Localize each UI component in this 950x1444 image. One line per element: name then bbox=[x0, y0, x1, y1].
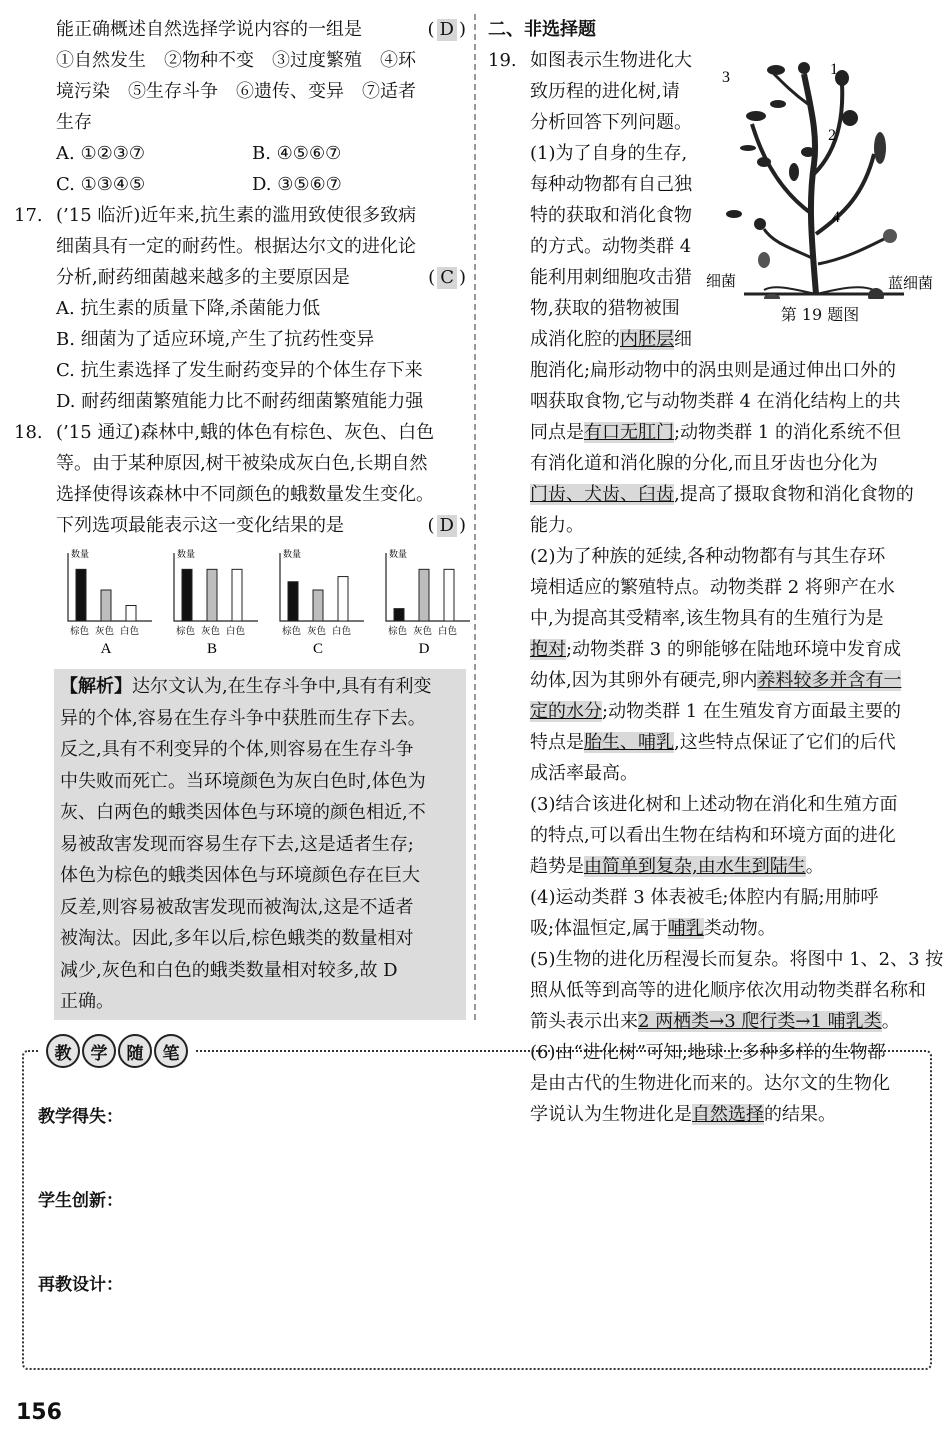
q19-p5-line: 照从低等到高等的进化顺序依次用动物类群名称和 bbox=[530, 980, 926, 1001]
analysis-line: 易被敌害发现而容易生存下去,这是适者生存; bbox=[60, 833, 414, 855]
question-18 bbox=[14, 417, 466, 1020]
bar bbox=[419, 569, 429, 621]
figure-number-3: 3 bbox=[722, 69, 730, 86]
chart-option-label: B bbox=[206, 641, 218, 657]
q17-stem-line: 17. (’15 临沂)近年来,抗生素的滥用致使很多致病 bbox=[14, 200, 466, 231]
notes-title-char: 笔 bbox=[154, 1034, 188, 1068]
question-number: 18. bbox=[14, 422, 43, 443]
category-label: 灰色 bbox=[201, 626, 221, 637]
q19-p4-line: 吸;体温恒定,属于哺乳类动物。 bbox=[530, 918, 776, 939]
q19-p6-line: (6)由“进化树”可知,地球上多种多样的生物都 bbox=[530, 1042, 886, 1063]
analysis-line: 异的个体,容易在生存斗争中获胜而生存下去。 bbox=[60, 707, 426, 729]
q19-p1-line: 的方式。动物类群 4 bbox=[530, 236, 692, 257]
q19-p4-line: (4)运动类群 3 体表被毛;体腔内有膈;用肺呼 bbox=[530, 887, 879, 908]
option-a: A. ①②③⑦ bbox=[56, 143, 145, 164]
category-label: 白色 bbox=[438, 626, 458, 637]
chart-svg bbox=[268, 545, 368, 663]
notes-title-char: 随 bbox=[118, 1034, 152, 1068]
q19-p5-line: (5)生物的进化历程漫长而复杂。将图中 1、2、3 按 bbox=[530, 949, 944, 970]
option-b: B. ④⑤⑥⑦ bbox=[252, 143, 342, 164]
category-label: 棕色 bbox=[70, 626, 90, 637]
answer-fill: 自然选择 bbox=[692, 1104, 764, 1125]
analysis-line: 反之,具有不利变异的个体,则容易在生存斗争 bbox=[60, 739, 414, 760]
category-label: 灰色 bbox=[307, 626, 327, 637]
answer-fill: 养料较多并含有一 bbox=[757, 670, 902, 691]
answer-fill: 由简单到复杂,由水生到陆生 bbox=[584, 856, 806, 877]
bar bbox=[338, 577, 348, 621]
answer-fill: 胎生、哺乳 bbox=[584, 732, 674, 753]
q19-p1-line: 能利用刺细胞攻击猎 bbox=[530, 267, 692, 288]
q16-stem-line: 能正确概述自然选择学说内容的一组是 ( D ) bbox=[56, 19, 466, 40]
q19-p1-line: 胞消化;扁形动物中的涡虫则是通过伸出口外的 bbox=[530, 360, 897, 381]
bar bbox=[101, 590, 111, 621]
bar bbox=[313, 590, 323, 621]
category-label: 白色 bbox=[226, 626, 246, 637]
bar-chart-a bbox=[56, 545, 156, 663]
cyanobacteria-label: 蓝细菌 bbox=[888, 274, 934, 292]
bar bbox=[207, 569, 217, 621]
bar-chart-c bbox=[268, 545, 368, 663]
q19-p1-line: 每种动物都有自己独 bbox=[530, 174, 692, 195]
q19-p2-line: 中,为提高其受精率,该生物具有的生殖行为是 bbox=[530, 608, 884, 629]
bar bbox=[232, 569, 242, 621]
q19-p6-line: 是由古代的生物进化而来的。达尔文的生物化 bbox=[530, 1073, 890, 1094]
analysis-box: 【解析】达尔文认为,在生存斗争中,具有有利变 异的个体,容易在生存斗争中获胜而生存下去。 反之,具有不利变异的个体,则容易在生存斗争 中失败而死亡。当环境颜色为灰白色时,体色为 灰、白两色的蛾类因体色与环境的颜色相近,不 易被敌害发现而容易生存下去,这是适者生存; 体色为棕色的蛾类因体色与环境颜色存在巨大 反差,则容易被敌害发现而被淘汰,这是不适者 被淘汰。因此,多年以后,棕色蛾类的数量相对 减少,灰色和白色的蛾类数量相对较多,故 D 正确。 bbox=[54, 669, 466, 1020]
q17-stem-line: 细菌具有一定的耐药性。根据达尔文的进化论 bbox=[56, 236, 416, 257]
q18-stem-line: 等。由于某种原因,树干被染成灰白色,长期自然 bbox=[56, 453, 428, 474]
q19-p1-line: (1)为了自身的生存, bbox=[530, 143, 688, 164]
analysis-line: 体色为棕色的蛾类因体色与环境颜色存在巨大 bbox=[60, 865, 420, 886]
q16-options bbox=[14, 169, 466, 200]
answer-fill: 哺乳 bbox=[667, 918, 704, 939]
chart-svg bbox=[56, 545, 156, 663]
notes-title-char: 学 bbox=[82, 1034, 116, 1068]
bar-chart-d bbox=[374, 545, 474, 663]
chart-y-label: 数量 bbox=[177, 550, 196, 560]
q19-p2-line: (2)为了种族的延续,各种动物都有与其生存环 bbox=[530, 546, 886, 567]
q19-p1-line: 物,获取的猎物被围 bbox=[530, 298, 680, 319]
bacteria-label: 细菌 bbox=[706, 272, 737, 290]
question-number: 17. bbox=[14, 205, 43, 226]
figure-number-2: 2 bbox=[828, 127, 836, 144]
option-b: B. 细菌为了适应环境,产生了抗药性变异 bbox=[56, 329, 375, 350]
notes-redesign-label: 再教设计： bbox=[38, 1275, 123, 1295]
answer-fill: 抱对 bbox=[530, 639, 566, 660]
q19-p5-line: 箭头表示出来2 两栖类→3 爬行类→1 哺乳类。 bbox=[530, 1011, 900, 1032]
option-a: A. 抗生素的质量下降,杀菌能力低 bbox=[56, 298, 321, 319]
figure-number-4: 4 bbox=[832, 209, 840, 226]
notes-title-char: 教 bbox=[46, 1034, 80, 1068]
answer-fill: 内胚层 bbox=[620, 329, 674, 350]
category-label: 白色 bbox=[332, 626, 352, 637]
chart-y-label: 数量 bbox=[389, 550, 408, 560]
q19-p3-line: 的特点,可以看出生物在结构和环境方面的进化 bbox=[530, 825, 896, 846]
q19-p3-line: 趋势是由简单到复杂,由水生到陆生。 bbox=[530, 856, 824, 877]
chart-svg bbox=[162, 545, 262, 663]
right-column bbox=[488, 14, 944, 1130]
analysis-line: 正确。 bbox=[60, 991, 114, 1012]
q16-stem-line: 生存 bbox=[56, 112, 92, 133]
analysis-tag: 【解析】 bbox=[60, 676, 132, 697]
question-16 bbox=[14, 14, 466, 200]
question-17 bbox=[14, 200, 466, 417]
bar bbox=[288, 582, 298, 621]
q16-stem-line: 境污染 ⑤生存斗争 ⑥遗传、变异 ⑦适者 bbox=[56, 81, 416, 102]
q19-p3-line: (3)结合该进化树和上述动物在消化和生殖方面 bbox=[530, 794, 898, 815]
figure-caption: 第 19 题图 bbox=[780, 305, 860, 324]
answer-fill: 2 两栖类→3 爬行类→1 哺乳类 bbox=[638, 1011, 882, 1032]
q19-p1-line: 咽获取食物,它与动物类群 4 在消化结构上的共 bbox=[530, 391, 901, 412]
q19-p1-line: 有消化道和消化腺的分化,而且牙齿也分化为 bbox=[530, 453, 878, 474]
q18-stem-line: 下列选项最能表示这一变化结果的是 ( D ) bbox=[56, 515, 466, 536]
q19-p2-line: 定的水分;动物类群 1 在生殖发育方面最主要的 bbox=[530, 701, 901, 722]
q18-stem-line: 选择使得该森林中不同颜色的蛾数量发生变化。 bbox=[56, 484, 434, 505]
analysis-line: 反差,则容易被敌害发现而被淘汰,这是不适者 bbox=[60, 896, 414, 918]
category-label: 棕色 bbox=[282, 626, 302, 637]
q17-stem-line: 分析,耐药细菌越来越多的主要原因是 ( C ) bbox=[56, 267, 466, 288]
bar bbox=[444, 569, 454, 621]
chart-y-label: 数量 bbox=[283, 550, 302, 560]
q19-p2-line: 幼体,因为其卵外有硬壳,卵内养料较多并含有一 bbox=[530, 670, 902, 691]
q19-p1-line: 同点是有口无肛门;动物类群 1 的消化系统不但 bbox=[530, 422, 901, 443]
bar bbox=[126, 606, 136, 622]
chart-svg bbox=[374, 545, 474, 663]
category-label: 灰色 bbox=[95, 626, 115, 637]
notes-innovation-label: 学生创新： bbox=[38, 1191, 123, 1211]
answer-box: D bbox=[437, 19, 457, 41]
q19-p1-line: 门齿、犬齿、臼齿,提高了摄取食物和消化食物的 bbox=[530, 484, 914, 505]
bar bbox=[394, 609, 404, 621]
q19-p2-line: 特点是胎生、哺乳,这些特点保证了它们的后代 bbox=[530, 732, 896, 753]
q19-p1-line: 能力。 bbox=[530, 515, 584, 536]
column-divider bbox=[474, 14, 476, 1020]
q18-stem-line: 18. (’15 通辽)森林中,蛾的体色有棕色、灰色、白色 bbox=[14, 417, 466, 448]
chart-y-label: 数量 bbox=[71, 550, 90, 560]
analysis-line: 灰、白两色的蛾类因体色与环境的颜色相近,不 bbox=[60, 802, 426, 823]
q19-p2-line: 成活率最高。 bbox=[530, 763, 638, 784]
q16-stem-line: ①自然发生 ②物种不变 ③过度繁殖 ④环 bbox=[56, 50, 416, 71]
analysis-line: 中失败而死亡。当环境颜色为灰白色时,体色为 bbox=[60, 770, 426, 792]
q16-options bbox=[14, 138, 466, 169]
category-label: 棕色 bbox=[388, 626, 408, 637]
page-number: 156 bbox=[16, 1400, 62, 1425]
q19-p2-line: 境相适应的繁殖特点。动物类群 2 将卵产在水 bbox=[530, 577, 895, 598]
teaching-notes-box bbox=[22, 1043, 932, 1370]
answer-fill: 定的水分 bbox=[530, 701, 602, 722]
answer-fill: 有口无肛门 bbox=[584, 422, 674, 443]
left-column bbox=[14, 14, 466, 1020]
q19-intro-line: 分析回答下列问题。 bbox=[530, 112, 692, 133]
chart-option-label: D bbox=[418, 641, 430, 657]
q19-p1-line: 特的获取和消化食物 bbox=[530, 205, 692, 226]
q19-p6-line: 学说认为生物进化是自然选择的结果。 bbox=[530, 1104, 836, 1125]
notes-gains-label: 教学得失： bbox=[38, 1107, 123, 1127]
bar bbox=[182, 569, 192, 621]
answer-box: D bbox=[437, 515, 457, 537]
option-c: C. 抗生素选择了发生耐药变异的个体生存下来 bbox=[56, 360, 423, 381]
section-heading: 二、非选择题 bbox=[488, 19, 596, 40]
question-number: 19. bbox=[488, 50, 517, 71]
analysis-line: 减少,灰色和白色的蛾类数量相对较多,故 D bbox=[60, 959, 398, 981]
option-c: C. ①③④⑤ bbox=[56, 174, 146, 195]
chart-option-label: C bbox=[312, 641, 324, 657]
answer-fill: 门齿、犬齿、臼齿 bbox=[530, 484, 674, 505]
category-label: 灰色 bbox=[413, 626, 433, 637]
bar bbox=[76, 569, 86, 621]
bar-chart-options bbox=[56, 545, 472, 663]
option-d: D. ③⑤⑥⑦ bbox=[252, 174, 342, 195]
category-label: 白色 bbox=[120, 626, 140, 637]
option-d: D. 耐药细菌繁殖能力比不耐药细菌繁殖能力强 bbox=[56, 391, 424, 412]
figure-number-1: 1 bbox=[830, 61, 838, 78]
q19-p2-line: 抱对;动物类群 3 的卵能够在陆地环境中发育成 bbox=[530, 639, 901, 660]
q19-p1-line: 成消化腔的内胚层细 bbox=[530, 329, 692, 350]
notes-title bbox=[40, 1034, 194, 1068]
chart-option-label: A bbox=[100, 641, 112, 657]
q19-intro-line: 19. 如图表示生物进化大 bbox=[488, 45, 744, 76]
bar-chart-b bbox=[162, 545, 262, 663]
q19-intro-line: 致历程的进化树,请 bbox=[530, 81, 680, 102]
category-label: 棕色 bbox=[176, 626, 196, 637]
analysis-line: 被淘汰。因此,多年以后,棕色蛾类的数量相对 bbox=[60, 928, 414, 949]
answer-box: C bbox=[437, 267, 457, 289]
